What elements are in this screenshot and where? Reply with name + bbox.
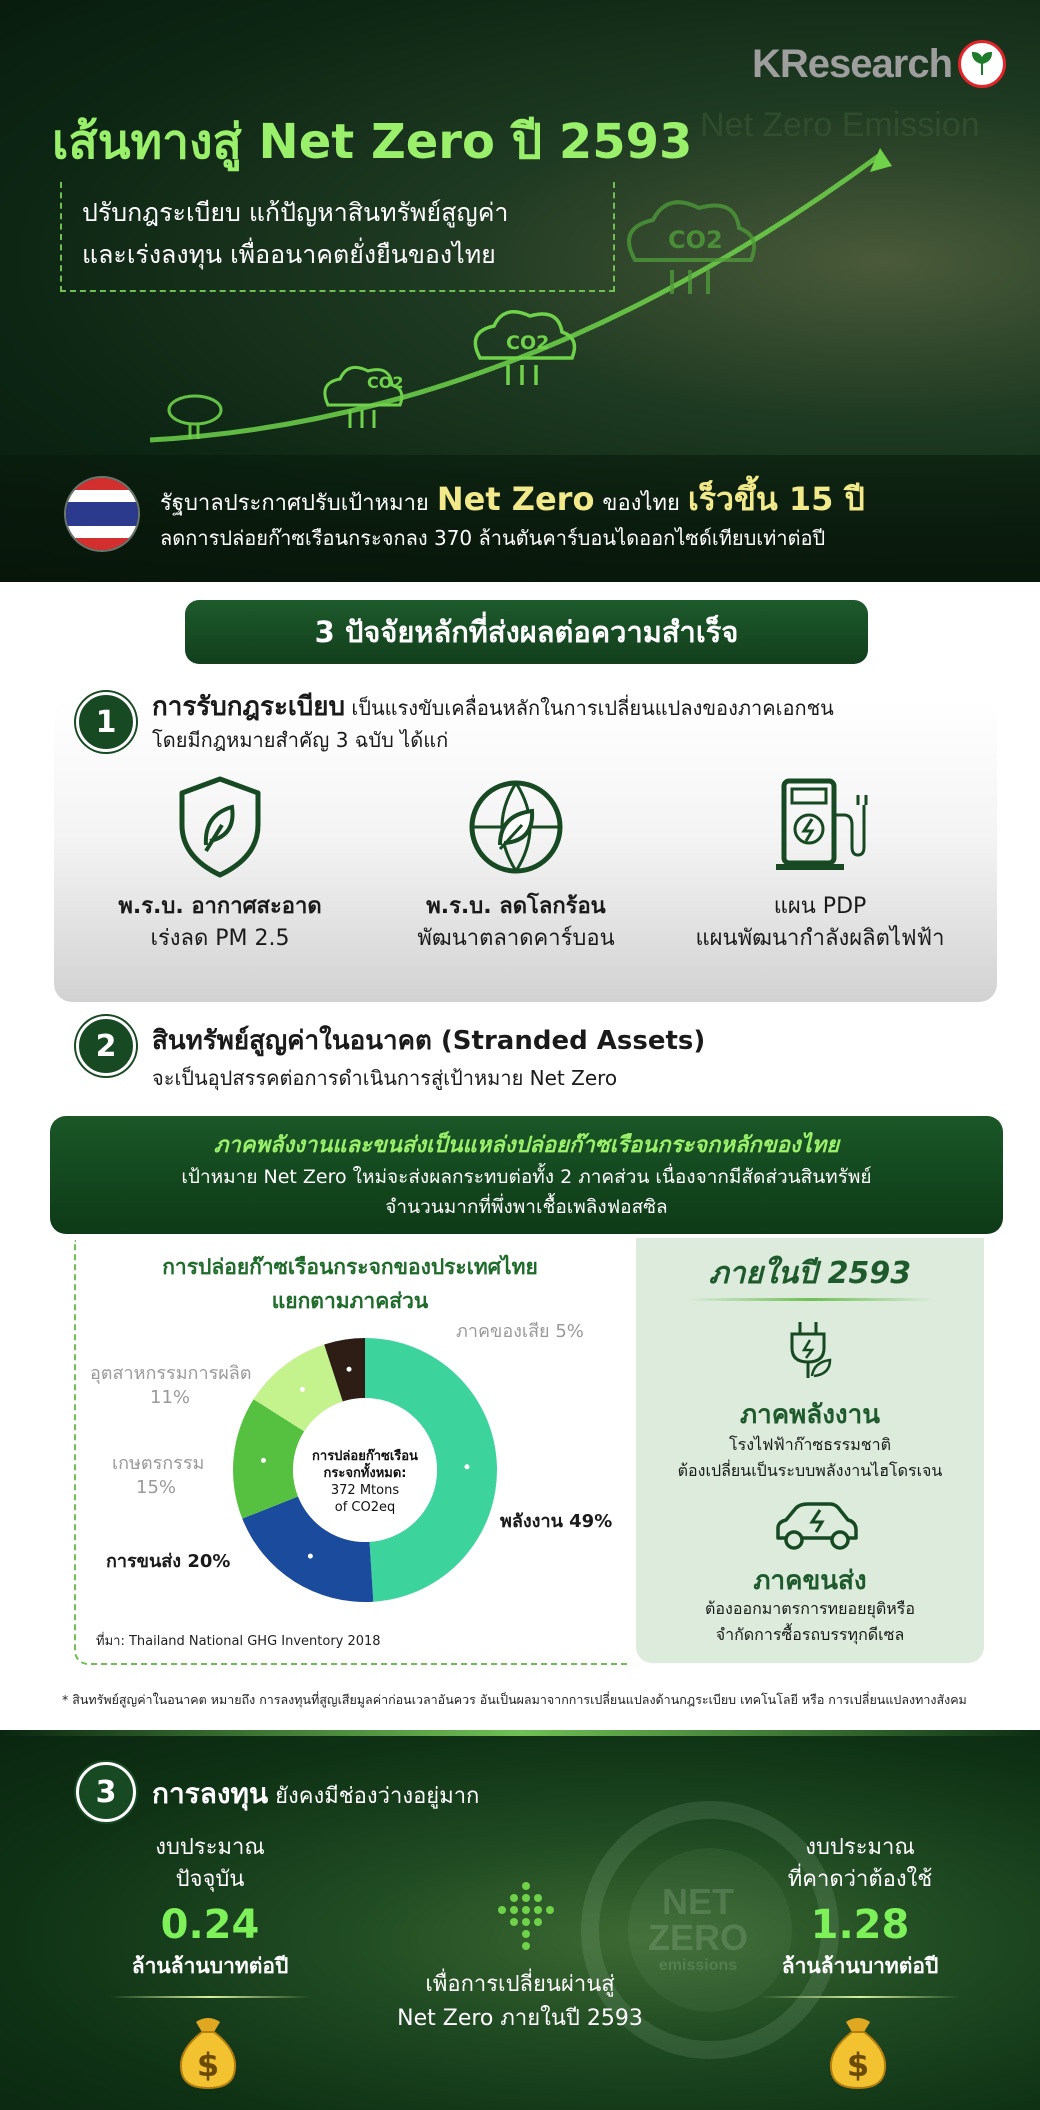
label-line: ปัจจุบัน xyxy=(175,1867,245,1892)
section1-title-rest: เป็นแรงขับเคลื่อนหลักในการเปลี่ยนแปลงของภาคเอกชน xyxy=(351,696,834,720)
pie-label-name: อุตสาหกรรมการผลิต xyxy=(90,1363,252,1384)
sector-desc: จำกัดการซื้อรถบรรทุกดีเซล xyxy=(715,1625,905,1644)
pie-slice-marker xyxy=(347,1367,352,1372)
factors-heading: 3 ปัจจัยหลักที่ส่งผลต่อความสำเร็จ xyxy=(185,600,868,664)
law-item xyxy=(660,775,980,955)
divider xyxy=(688,1298,934,1301)
center-line: 372 Mtons xyxy=(330,1483,400,1498)
budget-current-value: 0.24 xyxy=(160,1902,260,1948)
law-item xyxy=(356,775,676,955)
subtitle-line: และเร่งลงทุน เพื่ออนาคตยั่งยืนของไทย xyxy=(82,240,496,269)
budget-current-unit: ล้านล้านบาทต่อปี xyxy=(131,1954,289,1978)
sector-desc: ต้องเปลี่ยนเป็นระบบพลังงานไฮโดรเจน xyxy=(677,1461,943,1480)
divider xyxy=(760,1996,960,1998)
pie-label-waste: ภาคของเสีย 5% xyxy=(456,1321,584,1342)
section1-subtitle: โดยมีกฎหมายสำคัญ 3 ฉบับ ได้แก่ xyxy=(152,728,449,752)
banner-text: เป้าหมาย Net Zero ใหม่จะส่งผลกระทบต่อทั้ง 2 ภาคส่วน เนื่องจากมีสัดส่วนสินทรัพย์ xyxy=(181,1166,872,1188)
budget-needed-value: 1.28 xyxy=(810,1902,910,1948)
kbank-leaf-icon xyxy=(958,40,1006,88)
pie-label-name: เกษตรกรรม xyxy=(112,1453,205,1474)
label-line: งบประมาณ xyxy=(805,1835,915,1860)
announcement-detail: ลดการปล่อยก๊าซเรือนกระจกลง 370 ล้านตันคาร์บอนไดออกไซด์เทียบเท่าต่อปี xyxy=(160,526,826,550)
chart-title-line: แยกตามภาคส่วน xyxy=(271,1289,429,1313)
electric-car-icon xyxy=(772,1500,862,1554)
subtitle-line: ปรับกฎระเบียบ แก้ปัญหาสินทรัพย์สูญค่า xyxy=(82,198,509,227)
watermark-line: ZERO xyxy=(648,1917,749,1958)
by-2593-title: ภายในปี 2593 xyxy=(708,1256,912,1291)
sector-desc: ต้องออกมาตรการทยอยยุติหรือ xyxy=(705,1599,915,1618)
watermark-line: NET xyxy=(662,1881,734,1922)
banner-text: จำนวนมากที่พึ่งพาเชื้อเพลิงฟอสซิล xyxy=(385,1196,668,1218)
subtitle-box xyxy=(60,182,615,292)
transition-caption xyxy=(380,1968,660,2036)
section3-title-bold: การลงทุน xyxy=(152,1777,269,1810)
watermark-line: emissions xyxy=(658,1957,738,1974)
co2-label: CO2 xyxy=(367,373,404,392)
co2-label: CO2 xyxy=(668,226,723,254)
budget-needed-unit: ล้านล้านบาทต่อปี xyxy=(781,1954,939,1978)
pie-label-value: 11% xyxy=(150,1387,191,1408)
divider xyxy=(0,1730,1040,1736)
law-name: พ.ร.บ. ลดโลกร้อน xyxy=(426,894,606,919)
factor-number-badge: 1 xyxy=(76,692,136,752)
pie-slice-marker xyxy=(464,1464,469,1469)
globe-leaf-icon xyxy=(466,775,566,879)
announce-highlight: Net Zero xyxy=(436,480,595,518)
budget-needed-label xyxy=(730,1832,990,1896)
pie-slice-marker xyxy=(300,1387,305,1392)
section1-title xyxy=(152,686,834,727)
brand-name: KResearch xyxy=(752,41,953,86)
section2-subtitle: จะเป็นอุปสรรคต่อการดำเนินการสู่เป้าหมาย Net Zero xyxy=(152,1066,618,1090)
label-line: งบประมาณ xyxy=(155,1835,265,1860)
announce-text: ของไทย xyxy=(602,491,680,516)
sector-heading-transport: ภาคขนส่ง xyxy=(753,1566,867,1596)
emission-banner xyxy=(50,1116,1003,1234)
law-item xyxy=(60,775,380,955)
hero-banner xyxy=(0,0,1040,582)
ghost-netzero-text: Net Zero Emission xyxy=(700,106,980,144)
pie-label-energy: พลังงาน 49% xyxy=(500,1511,613,1532)
center-line: of CO2eq xyxy=(334,1500,396,1515)
footnote: * สินทรัพย์สูญค่าในอนาคต หมายถึง การลงทุนที่สูญเสียมูลค่าก่อนเวลาอันควร อันเป็นผลมาจากการเปลี่ยนแปลงด้านกฎระเบียบ เทคโนโลยี หรือ การเปลี่ยนแปลงทางสังคม xyxy=(62,1692,967,1707)
center-line: การปล่อยก๊าซเรือน xyxy=(312,1449,418,1464)
co2-label: CO2 xyxy=(506,332,550,354)
pie-label-industry xyxy=(90,1362,252,1410)
pie-slice-marker xyxy=(308,1554,313,1559)
announce-highlight: เร็วขึ้น 15 ปี xyxy=(687,480,865,518)
law-desc: พัฒนาตลาดคาร์บอน xyxy=(417,926,615,951)
shield-leaf-icon xyxy=(170,775,270,879)
money-bag-icon xyxy=(168,2012,248,2092)
section1-title-bold: การรับกฎระเบียบ xyxy=(152,692,346,722)
center-line: กระจกทั้งหมด: xyxy=(323,1466,407,1481)
announcement-line xyxy=(160,474,865,525)
pie-label-agriculture xyxy=(112,1452,204,1500)
pie-label-value: 15% xyxy=(136,1477,177,1498)
pie-label-transport: การขนส่ง 20% xyxy=(106,1551,231,1572)
budget-current-label xyxy=(80,1832,340,1896)
law-desc: แผนพัฒนากำลังผลิตไฟฟ้า xyxy=(695,926,945,951)
kresearch-logo xyxy=(752,40,1006,88)
divider xyxy=(110,1996,310,1998)
caption-line: Net Zero ภายในปี 2593 xyxy=(397,2006,643,2031)
label-line: ที่คาดว่าต้องใช้ xyxy=(787,1867,933,1892)
svg-text:$: $ xyxy=(846,2046,870,2084)
chart-title-line: การปล่อยก๊าซเรือนกระจกของประเทศไทย xyxy=(162,1255,538,1279)
law-desc: เร่งลด PM 2.5 xyxy=(150,926,290,951)
sector-heading-energy: ภาคพลังงาน xyxy=(740,1400,880,1430)
plug-leaf-icon xyxy=(786,1318,836,1382)
sector-desc: โรงไฟฟ้าก๊าซธรรมชาติ xyxy=(729,1435,891,1454)
chart-title xyxy=(80,1250,620,1318)
donut-center-text xyxy=(302,1448,428,1516)
money-bag-icon xyxy=(818,2012,898,2092)
factor-number-badge: 2 xyxy=(76,1016,136,1076)
dotted-arrow-icon xyxy=(490,1880,562,1952)
announce-text: รัฐบาลประกาศปรับเป้าหมาย xyxy=(160,491,429,516)
section3-title-rest: ยังคงมีช่องว่างอยู่มาก xyxy=(275,1784,480,1809)
caption-line: เพื่อการเปลี่ยนผ่านสู่ xyxy=(425,1972,615,1997)
ev-charger-icon xyxy=(770,775,870,879)
section2-title: สินทรัพย์สูญค่าในอนาคต (Stranded Assets) xyxy=(152,1026,706,1056)
thai-flag-icon xyxy=(66,478,138,550)
svg-text:$: $ xyxy=(196,2046,220,2084)
section3-title xyxy=(152,1772,479,1816)
factor-number-badge: 3 xyxy=(76,1762,136,1822)
pie-slice-marker xyxy=(261,1458,266,1463)
law-name: พ.ร.บ. อากาศสะอาด xyxy=(118,894,322,919)
page-title: เส้นทางสู่ Net Zero ปี 2593 xyxy=(52,114,693,170)
law-name: แผน PDP xyxy=(773,894,867,919)
chart-source: ที่มา: Thailand National GHG Inventory 2018 xyxy=(96,1634,381,1649)
banner-headline: ภาคพลังงานและขนส่งเป็นแหล่งปล่อยก๊าซเรือนกระจกหลักของไทย xyxy=(213,1133,840,1158)
